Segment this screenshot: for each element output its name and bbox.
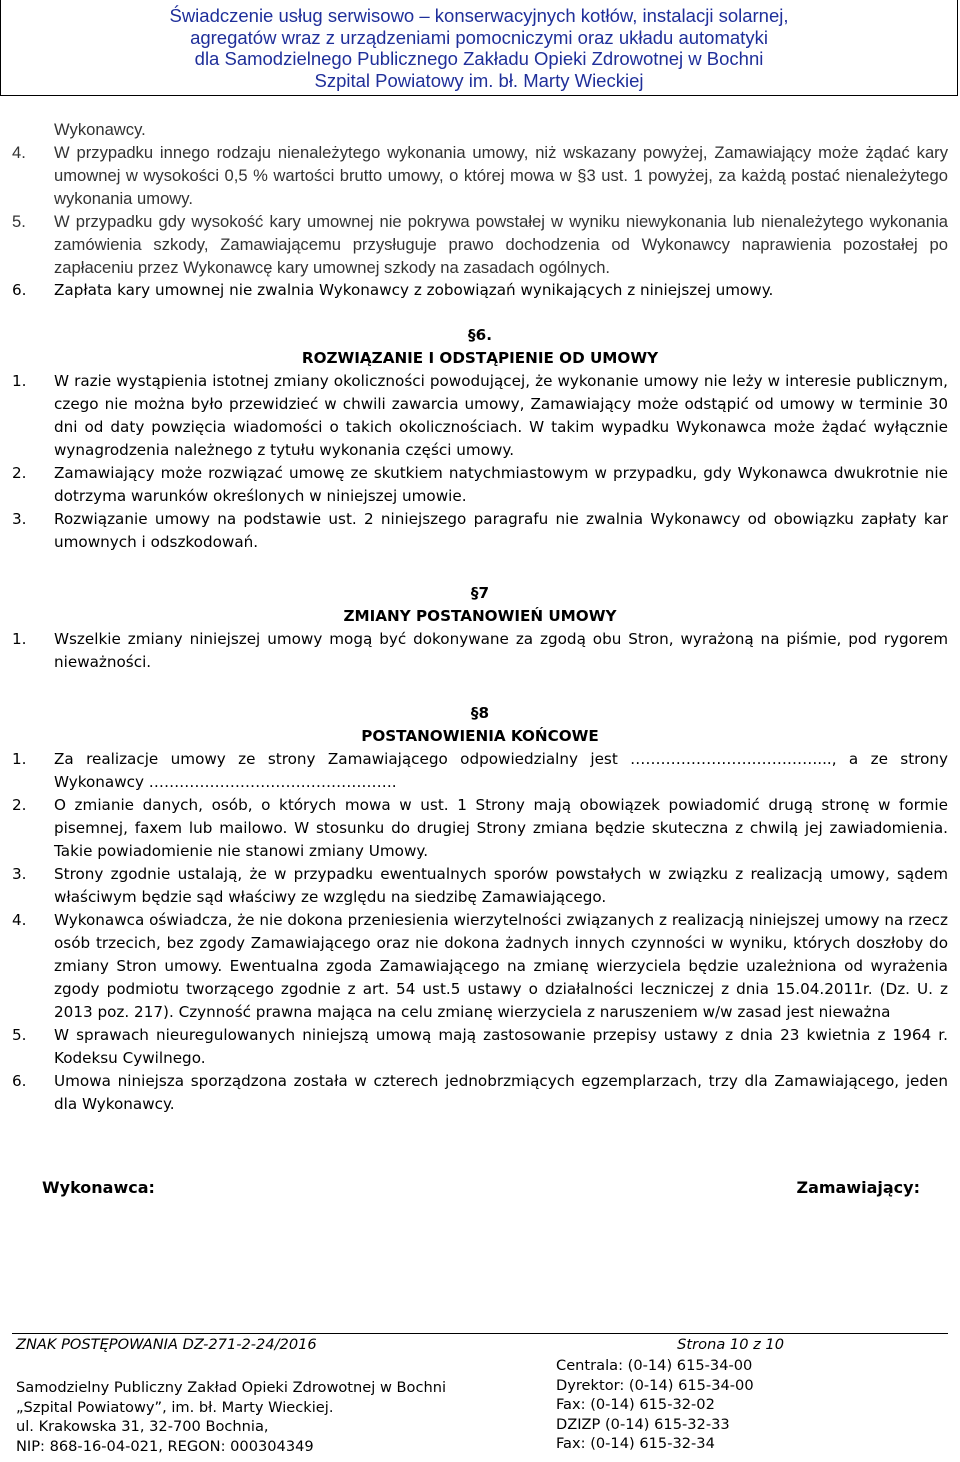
footer-top-line <box>12 1334 948 1356</box>
header-line: agregatów wraz z urządzeniami pomocniczymi oraz układu automatyki <box>190 26 768 48</box>
section-title: POSTANOWIENIA KOŃCOWE <box>361 727 599 745</box>
item-number: 4. <box>12 143 26 162</box>
item-text: W przypadku innego rodzaju nienależytego wykonania umowy, niż wskazany powyżej, Zamawiający może żądać kary umownej w wysokości 0,5 % wartości brutto umowy, o której mowa w §3 ust. 1 powyżej, za każdą postać nienależytego wykonania umowy. <box>54 143 948 208</box>
section-title: ZMIANY POSTANOWIEŃ UMOWY <box>343 607 617 625</box>
footer-contact-line: Dyrektor: (0-14) 615-34-00 <box>556 1376 754 1394</box>
section-number: §8 <box>470 704 490 722</box>
paragraph-item <box>12 628 948 674</box>
item-text: W przypadku gdy wysokość kary umownej nie pokrywa powstałej w wyniku niewykonania lub nienależytego wykonania zamówienia szkody, Zamawiającemu przysługuje prawo dochodzenia od Wykonawcy naprawienia pozostałej po zapłaceniu przez Wykonawcę kary umownej szkody na zasadach ogólnych. <box>54 212 948 277</box>
paragraph-item <box>12 462 948 508</box>
item-number: 3. <box>12 510 27 528</box>
paragraph-item <box>12 279 948 302</box>
item-text: Za realizacje umowy ze strony Zamawiającego odpowiedzialny jest …………………….…………..., a ze strony Wykonawcy …………………………………………. <box>54 750 948 791</box>
item-number: 1. <box>12 372 27 390</box>
footer-address-line: „Szpital Powiatowy”, im. bł. Marty Wieckiej. <box>16 1398 334 1416</box>
item-number: 6. <box>12 281 27 299</box>
paragraph-item <box>12 370 948 462</box>
item-number: 4. <box>12 911 27 929</box>
item-text: Wszelkie zmiany niniejszej umowy mogą być dokonywane za zgodą obu Stron, wyrażoną na piśmie, pod rygorem nieważności. <box>54 630 948 671</box>
item-number: 6. <box>12 1072 27 1090</box>
item-text: W razie wystąpienia istotnej zmiany okoliczności powodującej, że wykonanie umowy nie leży w interesie publicznym, czego nie można było przewidzieć w chwili zawarcia umowy, Zamawiający może odstąpić od umowy w terminie 30 dni od daty powzięcia wiadomości o takich okolicznościach. W takim wypadku Wykonawca może żądać wyłącznie wynagrodzenia należnego z tytułu wykonania części umowy. <box>54 372 948 459</box>
item-number: 3. <box>12 865 27 883</box>
page-footer <box>12 1333 948 1456</box>
page-header <box>0 0 958 96</box>
item-text: W sprawach nieuregulowanych niniejszą umową mają zastosowanie przepisy ustawy z dnia 23 kwietnia z 1964 r. Kodeksu Cywilnego. <box>54 1026 948 1067</box>
continuation-line: Wykonawcy. <box>54 120 146 139</box>
paragraph-item <box>12 909 948 1024</box>
item-number: 2. <box>12 464 27 482</box>
item-number: 1. <box>12 630 27 648</box>
signature-block <box>42 1178 920 1197</box>
footer-address <box>12 1356 556 1456</box>
item-number: 5. <box>12 212 26 231</box>
item-text: O zmianie danych, osób, o których mowa w ust. 1 Strony mają obowiązek powiadomić drugą stronę w formie pisemnej, faxem lub mailowo. W stosunku do drugiej Strony zmiana będzie skuteczna z chwilą jej zawiadomienia. Takie powiadomienie nie stanowi zmiany Umowy. <box>54 796 948 860</box>
item-text: Strony zgodnie ustalają, że w przypadku ewentualnych sporów powstałych w związku z realizacją umowy, sądem właściwym będzie sąd właściwy ze względu na siedzibę Zamawiającego. <box>54 865 948 906</box>
footer-contacts <box>556 1356 754 1456</box>
section-number: §6. <box>468 326 492 344</box>
footer-columns <box>12 1356 948 1456</box>
item-text: Rozwiązanie umowy na podstawie ust. 2 niniejszego paragrafu nie zwalnia Wykonawcy od obowiązku zapłaty kar umownych i odszkodowań. <box>54 510 948 551</box>
section-title: ROZWIĄZANIE I ODSTĄPIENIE OD UMOWY <box>301 349 659 367</box>
case-number: ZNAK POSTĘPOWANIA DZ-271-2-24/2016 <box>16 1336 317 1353</box>
footer-contact-line: DZIZP (0-14) 615-32-33 <box>556 1415 730 1433</box>
document-body <box>12 118 948 1116</box>
page-number: Strona 10 z 10 <box>677 1336 784 1353</box>
item-text: Wykonawca oświadcza, że nie dokona przeniesienia wierzytelności związanych z realizacją niniejszej umowy na rzecz osób trzecich, bez zgody Zamawiającego oraz nie dokona żadnych innych czynności w wyniku, których doszłoby do zmiany Stron umowy. Ewentualna zgoda Zamawiającego na zmianę wierzyciela będzie uzależniona od wyrażenia zgody podmiotu tworzącego zgodnie z art. 54 ust.5 ustawy o działalności leczniczej z dnia 15.04.2011r. (Dz. U. z 2013 poz. 217). Czynność prawna mająca na celu zmianę wierzyciela z naruszeniem w/w zasad jest nieważna <box>54 911 948 1021</box>
item-text: Zapłata kary umownej nie zwalnia Wykonawcy z zobowiązań wynikających z niniejszej umowy. <box>54 281 774 299</box>
header-line: Świadczenie usług serwisowo – konserwacyjnych kotłów, instalacji solarnej, <box>169 5 789 26</box>
footer-address-line: Samodzielny Publiczny Zakład Opieki Zdrowotnej w Bochni <box>16 1379 447 1396</box>
paragraph-item <box>12 748 948 794</box>
paragraph-item <box>12 141 948 210</box>
footer-contact-line: Centrala: (0-14) 615-34-00 <box>556 1357 753 1374</box>
paragraph-item <box>12 210 948 279</box>
section-number: §7 <box>470 584 490 602</box>
item-number: 5. <box>12 1026 27 1044</box>
item-number: 1. <box>12 750 27 768</box>
item-number: 2. <box>12 796 27 814</box>
footer-address-line: NIP: 868-16-04-021, REGON: 000304349 <box>16 1437 314 1455</box>
footer-contact-line: Fax: (0-14) 615-32-34 <box>556 1435 715 1453</box>
header-line: dla Samodzielnego Publicznego Zakładu Opieki Zdrowotnej w Bochni <box>194 48 764 69</box>
client-signature-label: Zamawiający: <box>796 1178 920 1197</box>
header-line: Szpital Powiatowy im. bł. Marty Wieckiej <box>314 69 644 91</box>
contractor-signature-label: Wykonawca: <box>42 1178 155 1197</box>
item-text: Zamawiający może rozwiązać umowę ze skutkiem natychmiastowym w przypadku, gdy Wykonawca dwukrotnie nie dotrzyma warunków określonych w niniejszej umowie. <box>54 464 948 505</box>
footer-contact-line: Fax: (0-14) 615-32-02 <box>556 1396 715 1414</box>
paragraph-item <box>12 508 948 554</box>
paragraph-item <box>12 863 948 909</box>
footer-address-line: ul. Krakowska 31, 32-700 Bochnia, <box>16 1418 269 1436</box>
paragraph-item <box>12 794 948 863</box>
item-text: Umowa niniejsza sporządzona została w czterech jednobrzmiących egzemplarzach, trzy dla Zamawiającego, jeden dla Wykonawcy. <box>54 1072 948 1113</box>
paragraph-item <box>12 1024 948 1070</box>
paragraph-item <box>12 1070 948 1116</box>
